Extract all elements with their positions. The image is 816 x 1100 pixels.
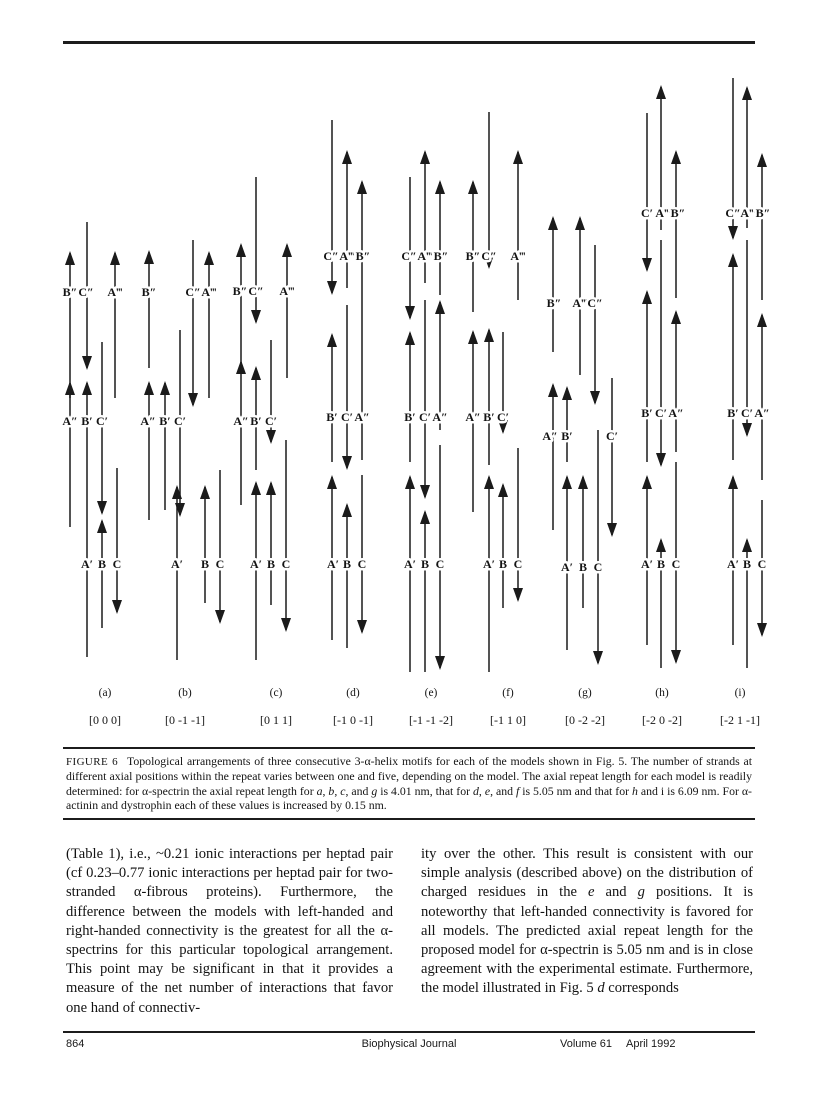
body-column-left bbox=[66, 845, 393, 1018]
strand-label: B′ bbox=[81, 414, 93, 428]
panel-notation: [-1 -1 -2] bbox=[409, 713, 453, 727]
strand-label: A″ bbox=[542, 429, 558, 443]
strand-label: A‴ bbox=[201, 285, 217, 299]
strand-label: C′ bbox=[418, 410, 432, 424]
strand-label: A‴ bbox=[417, 249, 433, 263]
strand-label: A″ bbox=[668, 406, 684, 420]
strand-label: B″ bbox=[465, 249, 481, 263]
strand-label: B′ bbox=[404, 410, 416, 424]
strand-label: A‴ bbox=[279, 284, 295, 298]
strand-label: C′ bbox=[605, 429, 619, 443]
caption-segment: b bbox=[328, 783, 335, 798]
panel-notation: [0 -2 -2] bbox=[565, 713, 605, 727]
body-text-segment: and bbox=[594, 884, 638, 901]
strand-label: A‴ bbox=[655, 206, 671, 220]
strand-label: A‴ bbox=[572, 296, 588, 310]
panel-notation: [0 1 1] bbox=[260, 713, 292, 727]
strand-label: B bbox=[420, 557, 430, 571]
strand-label: A′ bbox=[726, 557, 740, 571]
strand-label: C″ bbox=[78, 285, 94, 299]
caption-bottom-rule bbox=[63, 818, 755, 820]
panel-notation: [0 -1 -1] bbox=[165, 713, 205, 727]
strand-label: A′ bbox=[249, 557, 263, 571]
strand-label: A′ bbox=[80, 557, 94, 571]
strand-label: B′ bbox=[250, 414, 262, 428]
strand-label: B″ bbox=[355, 249, 371, 263]
strand-label: A′ bbox=[326, 557, 340, 571]
strand-label: B bbox=[97, 557, 107, 571]
strand-label: B″ bbox=[433, 249, 449, 263]
strand-label: C bbox=[281, 557, 291, 571]
panel-notation: [-1 1 0] bbox=[490, 713, 526, 727]
strand-label: B″ bbox=[141, 285, 157, 299]
strand-label: C bbox=[513, 557, 523, 571]
strand-label: B′ bbox=[326, 410, 338, 424]
footer-rule bbox=[63, 1031, 755, 1033]
caption-segment: , bbox=[334, 783, 341, 798]
panel-notation: [-2 1 -1] bbox=[720, 713, 760, 727]
strand-label: C″ bbox=[401, 249, 417, 263]
figure-caption bbox=[66, 754, 752, 812]
caption-segment: c bbox=[340, 783, 346, 798]
volume-label: Volume 61 bbox=[560, 1038, 612, 1050]
panel-letter: (c) bbox=[269, 687, 283, 699]
strand-label: B′ bbox=[159, 414, 171, 428]
strand-label: A‴ bbox=[339, 249, 355, 263]
strand-label: A″ bbox=[233, 414, 249, 428]
strand-label: C′ bbox=[173, 414, 187, 428]
strand-label: A″ bbox=[62, 414, 78, 428]
date-label: April 1992 bbox=[625, 1038, 676, 1050]
panel-notation: [0 0 0] bbox=[89, 713, 121, 727]
strand-label: B′ bbox=[641, 406, 653, 420]
body-text-segment: corresponds bbox=[604, 980, 679, 997]
caption-segment: and i is 6.09 nm. For α-actinin and dystrophin each of these values is increased by 0.15 nm. bbox=[66, 783, 752, 812]
strand-label: A″ bbox=[354, 410, 370, 424]
caption-segment: , and bbox=[345, 783, 372, 798]
strand-label: C′ bbox=[640, 206, 654, 220]
strand-label: C′ bbox=[95, 414, 109, 428]
caption-segment: FIGURE 6 bbox=[66, 756, 118, 768]
panel-letter: (b) bbox=[178, 687, 192, 699]
strand-label: C bbox=[757, 557, 767, 571]
caption-segment: f bbox=[515, 783, 520, 798]
strand-label: C′ bbox=[264, 414, 278, 428]
strand-label: B′ bbox=[727, 406, 739, 420]
caption-segment: , bbox=[322, 783, 329, 798]
strand-label: C″ bbox=[323, 249, 339, 263]
strand-label: A″ bbox=[140, 414, 156, 428]
strand-label: B′ bbox=[561, 429, 573, 443]
caption-segment: , and bbox=[490, 783, 516, 798]
caption-top-rule bbox=[63, 747, 755, 749]
strand-label: C″ bbox=[725, 206, 741, 220]
panel-notation: [-2 0 -2] bbox=[642, 713, 682, 727]
body-text-segment: g bbox=[637, 884, 645, 901]
body-column-right bbox=[421, 845, 753, 999]
strand-label: A″ bbox=[465, 410, 481, 424]
panel-letter: (f) bbox=[502, 687, 514, 699]
strand-label: C bbox=[435, 557, 445, 571]
panel-notation: [-1 0 -1] bbox=[333, 713, 373, 727]
volume-date bbox=[560, 1038, 690, 1050]
caption-segment: d bbox=[473, 783, 479, 798]
strand-label: C bbox=[671, 557, 681, 571]
strand-label: C′ bbox=[740, 406, 754, 420]
strand-label: B bbox=[498, 557, 508, 571]
strand-label: C bbox=[112, 557, 122, 571]
strand-label: C″ bbox=[481, 249, 497, 263]
strand-label: B″ bbox=[546, 296, 562, 310]
strand-label: B″ bbox=[62, 285, 78, 299]
panel-letter: (a) bbox=[98, 687, 112, 699]
caption-segment: e bbox=[484, 783, 491, 798]
strand-arrows-layer bbox=[70, 78, 762, 672]
panel-letter: (d) bbox=[346, 687, 360, 699]
body-text-segment: d bbox=[597, 980, 605, 997]
panel-letter: (i) bbox=[734, 687, 746, 699]
strand-label: B bbox=[656, 557, 666, 571]
body-text-segment: e bbox=[588, 884, 595, 901]
panel-letter: (h) bbox=[655, 687, 669, 699]
caption-segment: Topological arrangements of three consecutive 3-α-helix motifs for each of the models shown in Fig. 5. The number of strands at different axial positions within the repeat varies between one and five, depending on the model. The axial repeat length for each model is readily determined: for α-spectrin the axial repeat length for bbox=[66, 754, 752, 798]
strand-label: B bbox=[578, 560, 588, 574]
strand-label: B bbox=[200, 557, 210, 571]
strand-label: A′ bbox=[640, 557, 654, 571]
caption-segment: a bbox=[316, 783, 323, 798]
panel-letter: (e) bbox=[424, 687, 438, 699]
strand-label: A′ bbox=[482, 557, 496, 571]
strand-label: A′ bbox=[403, 557, 417, 571]
strand-label: C′ bbox=[496, 410, 510, 424]
strand-label: B bbox=[742, 557, 752, 571]
strand-label: C″ bbox=[587, 296, 603, 310]
strand-label: A′ bbox=[560, 560, 574, 574]
body-text-segment: ity over the other. This result is consistent with our simple analysis (described above) on the distribution of charged residues in the bbox=[421, 846, 753, 901]
strand-labels-layer bbox=[62, 206, 770, 727]
strand-label: C′ bbox=[654, 406, 668, 420]
strand-label: B″ bbox=[755, 206, 771, 220]
strand-label: B″ bbox=[232, 284, 248, 298]
strand-label: A″ bbox=[754, 406, 770, 420]
caption-segment: is 5.05 nm and that for bbox=[519, 783, 633, 798]
strand-label: A″ bbox=[432, 410, 448, 424]
caption-segment: h bbox=[632, 783, 638, 798]
strand-label: B bbox=[342, 557, 352, 571]
strand-label: C′ bbox=[340, 410, 354, 424]
strand-label: C bbox=[593, 560, 603, 574]
strand-label: A′ bbox=[170, 557, 184, 571]
panel-letter: (g) bbox=[578, 687, 592, 699]
strand-label: A‴ bbox=[510, 249, 526, 263]
caption-segment: is 4.01 nm, that for bbox=[377, 783, 473, 798]
caption-segment: g bbox=[371, 783, 378, 798]
body-text-segment: positions. It is noteworthy that left-handed connectivity is favored for all models. The predicted axial repeat length for the proposed model for α-spectrin is 5.05 nm and is in close agreement with the experimental estimate. Furthermore, the model illustrated in Fig. 5 bbox=[421, 884, 753, 997]
journal-name: Biophysical Journal bbox=[361, 1038, 457, 1050]
strand-label: C″ bbox=[185, 285, 201, 299]
page-number: 864 bbox=[66, 1038, 85, 1050]
strand-label: B″ bbox=[670, 206, 686, 220]
strand-label: B′ bbox=[483, 410, 495, 424]
caption-segment: , bbox=[478, 783, 485, 798]
strand-label: C bbox=[357, 557, 367, 571]
strand-label: A‴ bbox=[107, 285, 123, 299]
strand-label: C bbox=[215, 557, 225, 571]
body-text-segment: (Table 1), i.e., ~0.21 ionic interactions per heptad pair (cf 0.23–0.77 ionic interactions per heptad pair for two-stranded α-fibrous proteins). Furthermore, the difference between the models with left-handed and right-handed connectivity is the greatest for all the α-spectrins for this particular topological arrangement. This point may be significant in that it provides a measure of the net number of interactions that favor one hand of connectiv- bbox=[66, 846, 393, 1016]
strand-label: C″ bbox=[248, 284, 264, 298]
strand-label: B bbox=[266, 557, 276, 571]
strand-label: A‴ bbox=[740, 206, 756, 220]
